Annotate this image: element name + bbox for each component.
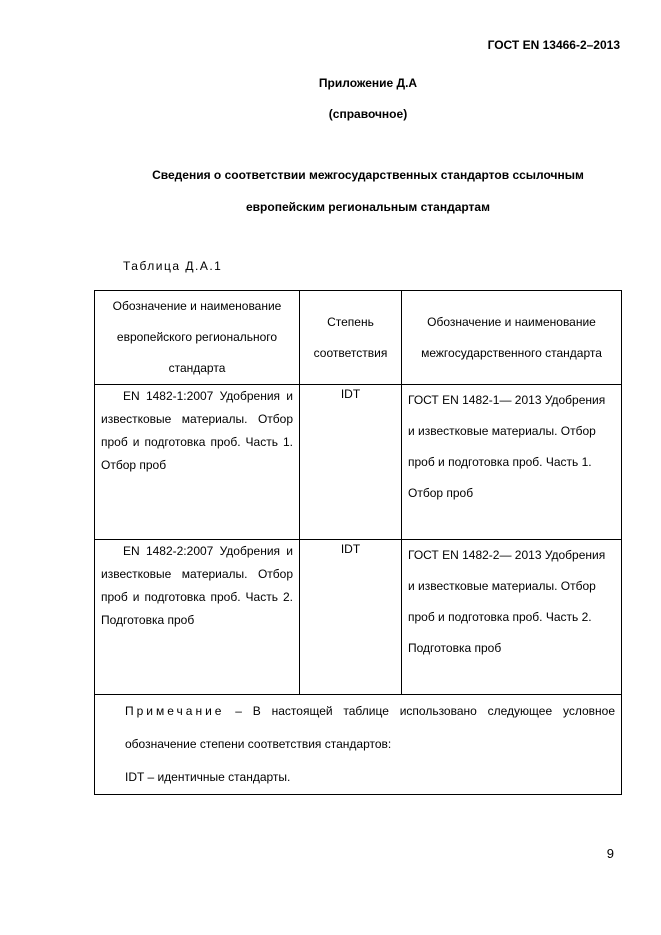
note-label: Примечание xyxy=(125,704,225,718)
column-header-degree: Степень соответствия xyxy=(300,291,402,385)
degree-cell: IDT xyxy=(300,540,402,695)
section-heading-line2: европейским региональным стандартам xyxy=(246,200,490,214)
table-note-row xyxy=(95,695,622,795)
table-row xyxy=(95,385,622,540)
note-body: – В настоящей таблице использовано следующее условное обозначение степени соответствия стандартов: xyxy=(125,704,615,751)
table-row xyxy=(95,540,622,695)
column-header-interstate: Обозначение и наименование межгосударственного стандарта xyxy=(402,291,622,385)
interstate-standard-cell: ГОСТ EN 1482-2— 2013 Удобрения и известковые материалы. Отбор проб и подготовка проб. Часть 2. Подготовка проб xyxy=(402,540,622,695)
note-text xyxy=(101,695,615,761)
european-standard-text: EN 1482-2:2007 Удобрения и известковые материалы. Отбор проб и подготовка проб. Часть 2. Подготовка проб xyxy=(101,544,293,627)
table-caption: Таблица Д.А.1 xyxy=(123,259,223,273)
appendix-type: (справочное) xyxy=(328,107,408,121)
section-heading-line1: Сведения о соответствии межгосударственных стандартов ссылочным xyxy=(152,168,584,182)
column-header-european: Обозначение и наименование европейского регионального стандарта xyxy=(95,291,300,385)
table-note xyxy=(95,695,622,795)
note-item: IDT – идентичные стандарты. xyxy=(125,770,291,784)
correspondence-table xyxy=(94,290,622,795)
degree-cell: IDT xyxy=(300,385,402,540)
table-header-row xyxy=(95,291,622,385)
document-header: ГОСТ EN 13466-2–2013 xyxy=(487,38,620,52)
interstate-standard-cell: ГОСТ EN 1482-1— 2013 Удобрения и известковые материалы. Отбор проб и подготовка проб. Часть 1. Отбор проб xyxy=(402,385,622,540)
european-standard-cell xyxy=(95,385,300,540)
appendix-title: Приложение Д.А xyxy=(318,76,418,90)
european-standard-cell xyxy=(95,540,300,695)
page-number: 9 xyxy=(606,846,614,861)
european-standard-text: EN 1482-1:2007 Удобрения и известковые материалы. Отбор проб и подготовка проб. Часть 1. Отбор проб xyxy=(101,389,293,472)
